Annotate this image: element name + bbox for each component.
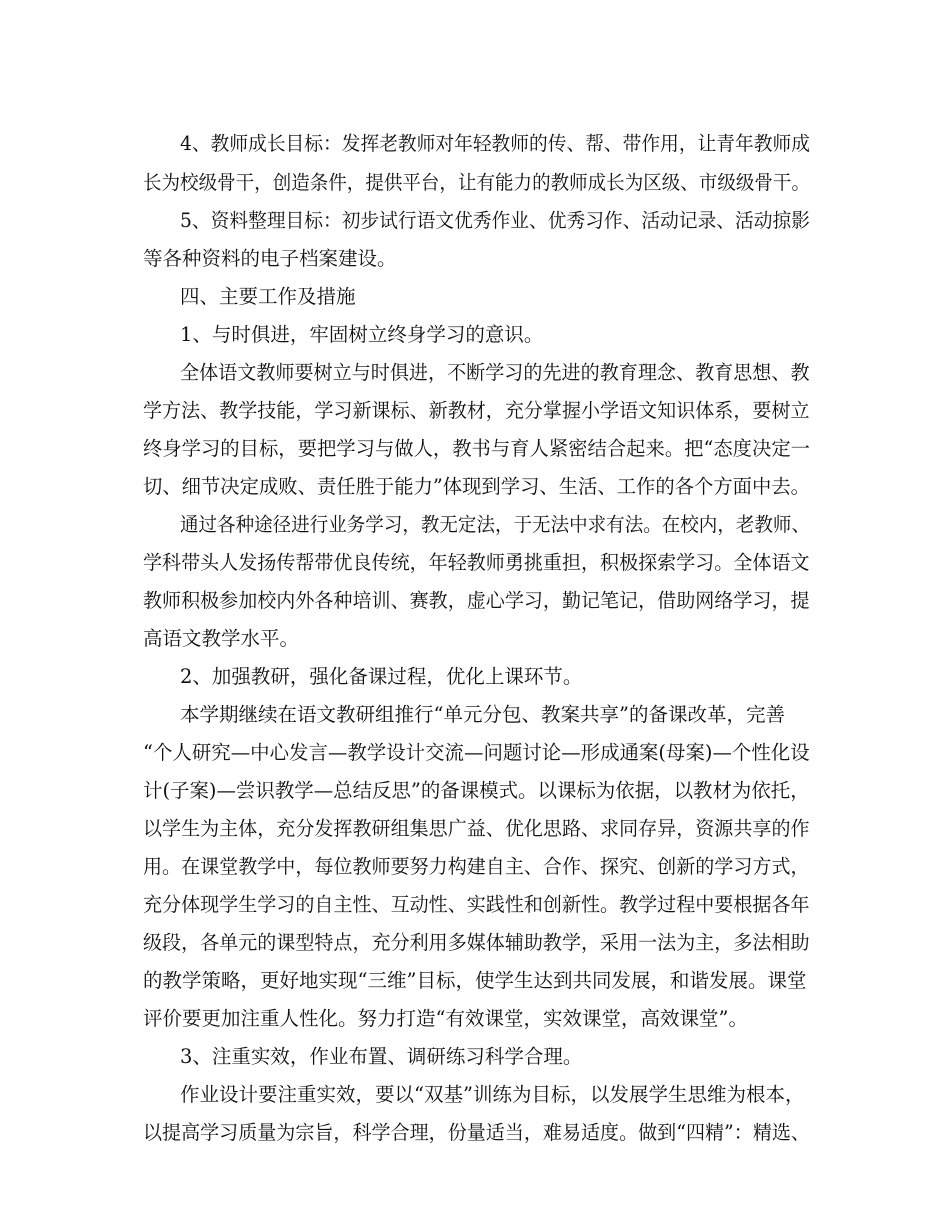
paragraph-line: 作业设计要注重实效，要以“双基”训练为目标，以发展学生思维为根本，	[180, 1083, 805, 1106]
paragraph-line: 高语文教学水平。	[143, 627, 300, 650]
paragraph-line: 终身学习的目标，要把学习与做人，教书与育人紧密结合起来。把“态度决定一	[143, 437, 810, 460]
paragraph-line: 5、资料整理目标：初步试行语文优秀作业、优秀习作、活动记录、活动掠影	[180, 209, 810, 232]
paragraph-line: 通过各种途径进行业务学习，教无定法，于无法中求有法。在校内，老教师、	[180, 513, 810, 536]
paragraph-line: 切、细节决定成败、责任胜于能力”体现到学习、生活、工作的各个方面中去。	[143, 475, 810, 498]
paragraph-line: 等各种资料的电子档案建设。	[143, 247, 397, 270]
section-heading: 四、主要工作及措施	[180, 285, 356, 308]
paragraph-line: 学方法、教学技能，学习新课标、新教材，充分掌握小学语文知识体系，要树立	[143, 399, 810, 422]
subsection-heading: 1、与时俱进，牢固树立终身学习的意识。	[180, 323, 544, 346]
paragraph-line: 教师积极参加校内外各种培训、赛教，虚心学习，勤记笔记，借助网络学习，提	[143, 589, 810, 612]
paragraph-line: 长为校级骨干，创造条件，提供平台，让有能力的教师成长为区级、市级级骨干。	[143, 171, 810, 194]
paragraph-line: 的教学策略，更好地实现“三维”目标，使学生达到共同发展，和谐发展。课堂	[143, 969, 807, 992]
paragraph-line: 4、教师成长目标：发挥老教师对年轻教师的传、帮、带作用，让青年教师成	[180, 132, 810, 155]
paragraph-line: 充分体现学生学习的自主性、互动性、实践性和创新性。教学过程中要根据各年	[143, 893, 810, 916]
paragraph-line: 评价要更加注重人性化。努力打造“有效课堂，实效课堂，高效课堂”。	[143, 1007, 748, 1030]
paragraph-line: 计(子案)—尝识教学—总结反思”的备课模式。以课标为依据，以教材为依托，	[143, 779, 810, 802]
paragraph-line: 级段，各单元的课型特点，充分利用多媒体辅助教学，采用一法为主，多法相助	[143, 931, 810, 954]
subsection-heading: 2、加强教研，强化备课过程，优化上课环节。	[180, 665, 583, 688]
paragraph-line: 学科带头人发扬传帮带优良传统，年轻教师勇挑重担，积极探索学习。全体语文	[143, 551, 810, 574]
subsection-heading: 3、注重实效，作业布置、调研练习科学合理。	[180, 1045, 583, 1068]
paragraph-line: 全体语文教师要树立与时俱进，不断学习的先进的教育理念、教育思想、教	[180, 361, 810, 384]
paragraph-line: 用。在课堂教学中，每位教师要努力构建自主、合作、探究、创新的学习方式，	[143, 855, 810, 878]
paragraph-line: 本学期继续在语文教研组推行“单元分包、教案共享”的备课改革，完善	[180, 703, 785, 726]
paragraph-line: 以学生为主体，充分发挥教研组集思广益、优化思路、求同存异，资源共享的作	[143, 817, 810, 840]
paragraph-line: 以提高学习质量为宗旨，科学合理，份量适当，难易适度。做到“四精”：精选、	[143, 1121, 810, 1144]
paragraph-line: “个人研究—中心发言—教学设计交流—问题讨论—形成通案(母案)—个性化设	[143, 741, 810, 764]
